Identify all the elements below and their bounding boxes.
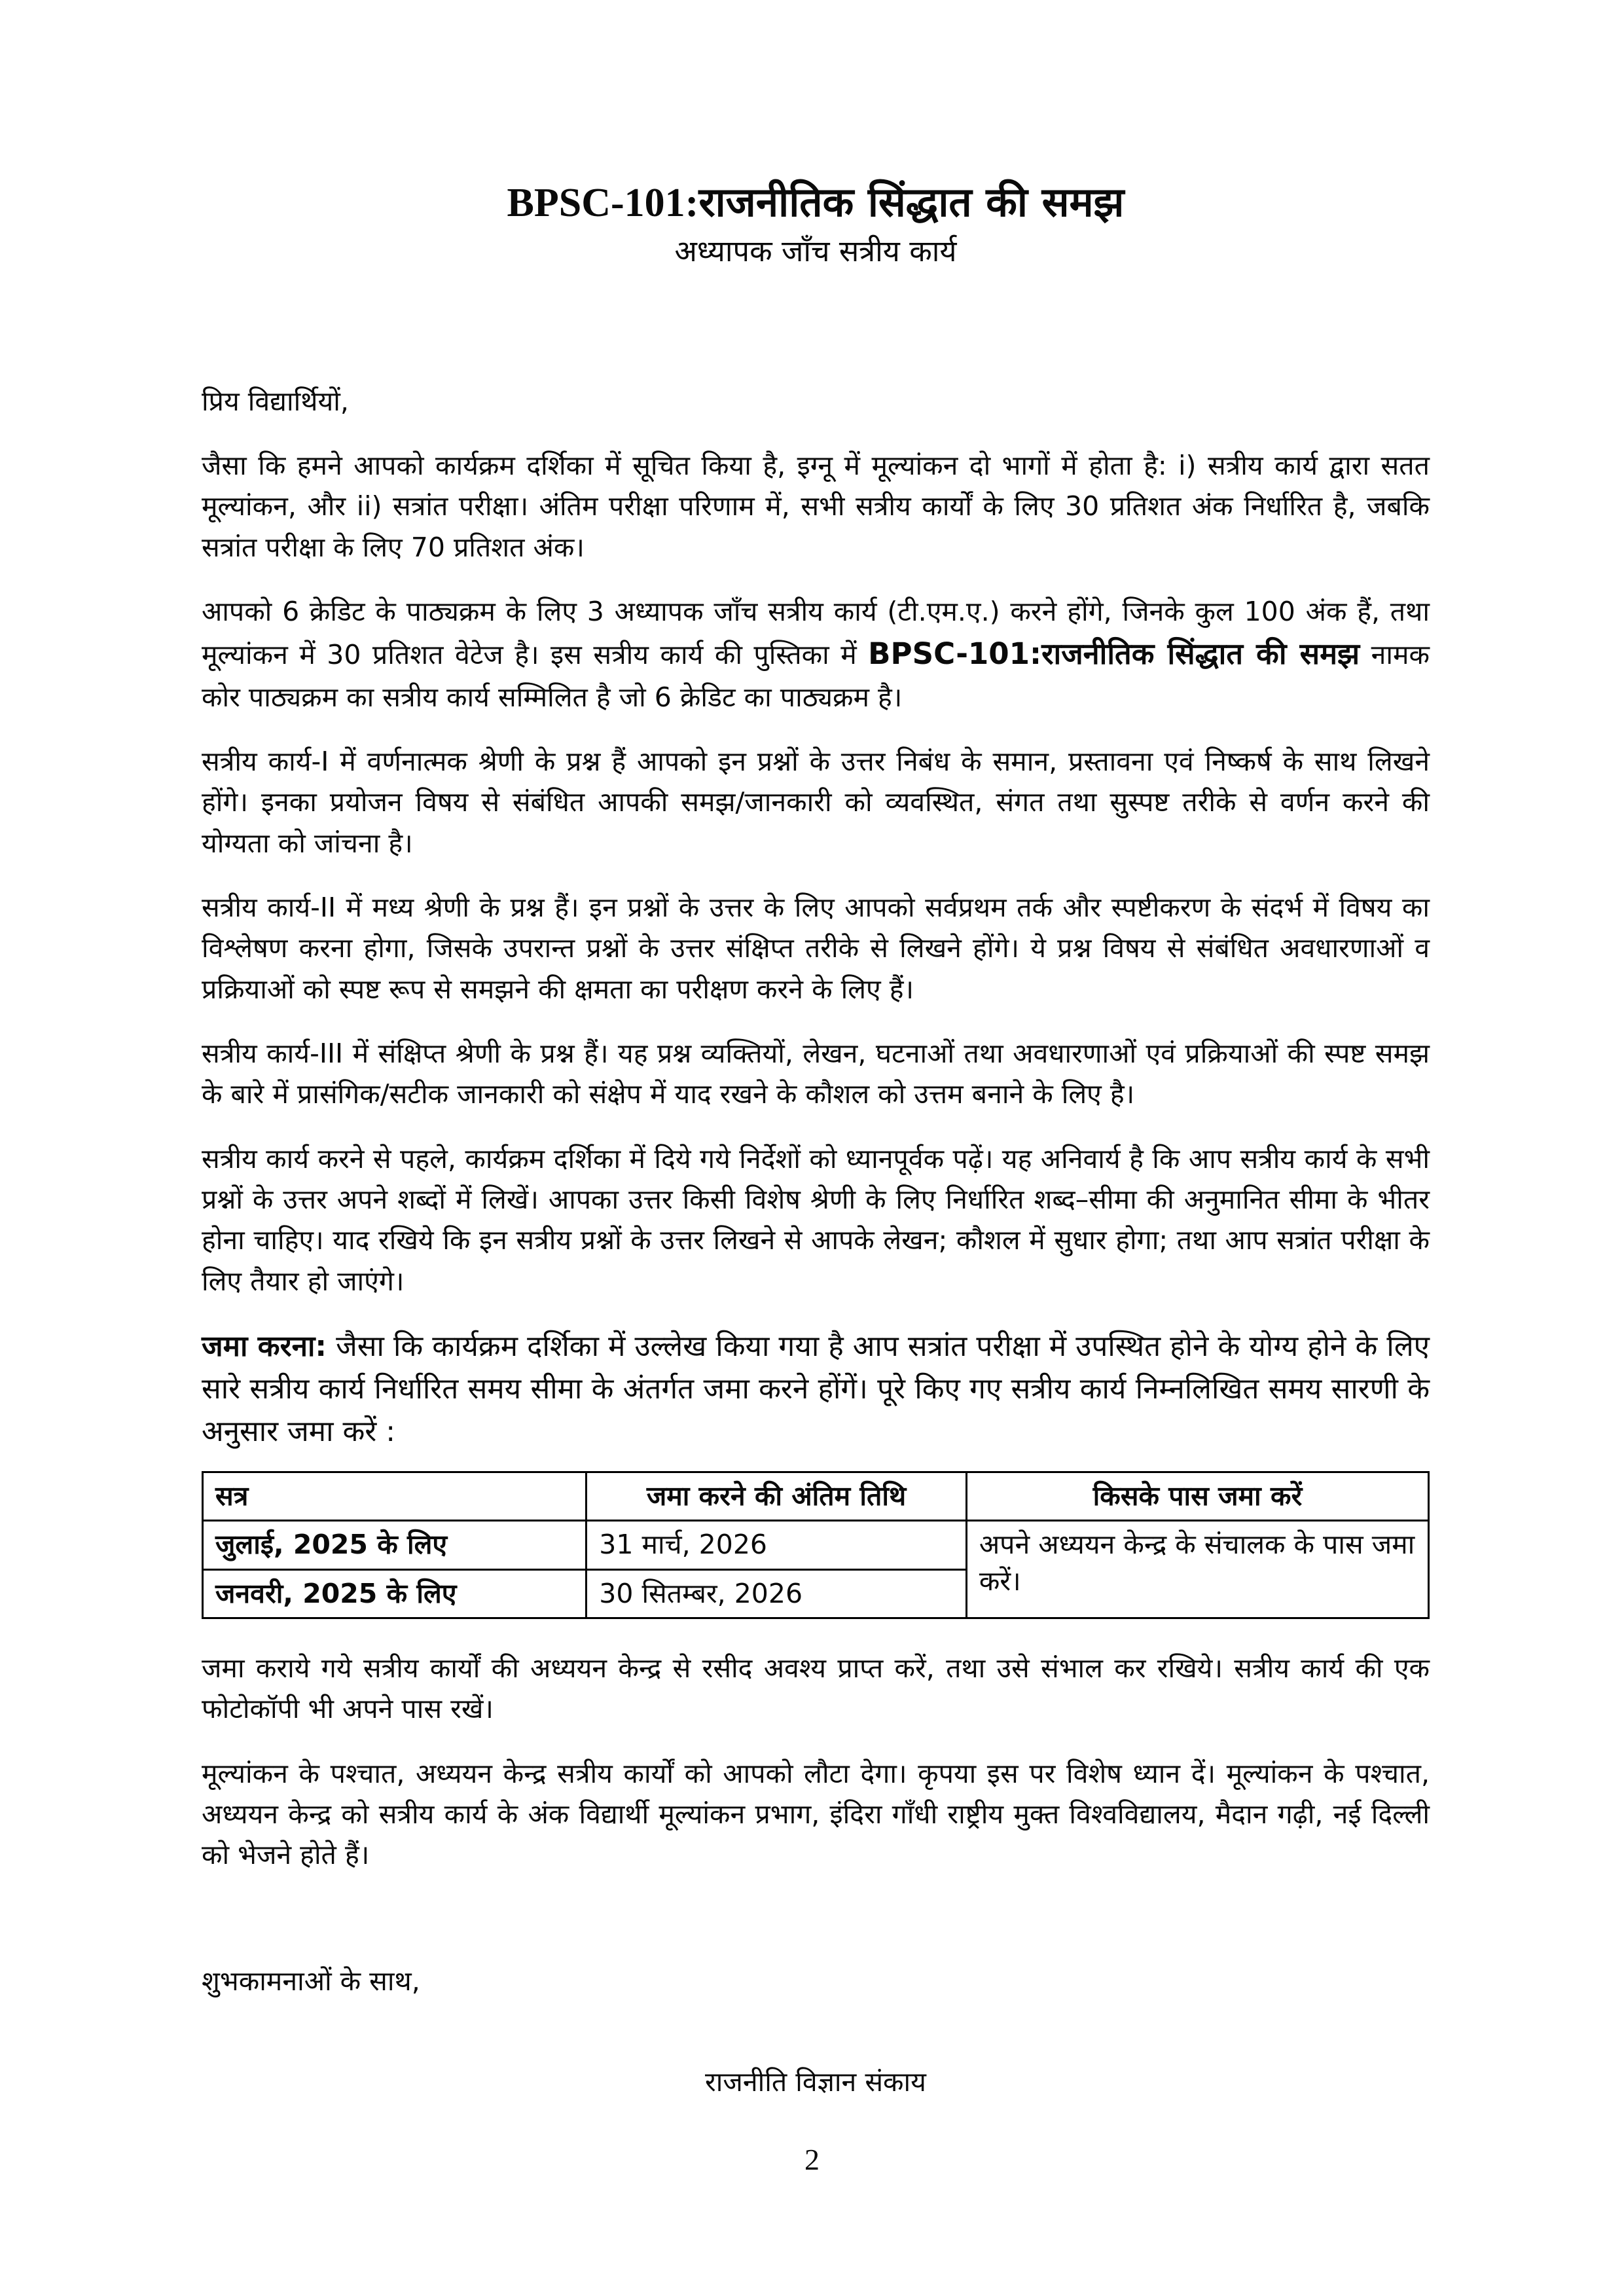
paragraph-submission [202,1325,1430,1453]
paragraph-course-info [202,591,1430,718]
course-title-hindi: राजनीतिक सिंद्धात की समझ [698,178,1125,226]
deadline-cell: 30 सितम्बर, 2026 [586,1569,967,1618]
letter-body [202,381,1430,2103]
table-header-session: सत्र [203,1472,586,1521]
deadline-cell: 31 मार्च, 2026 [586,1521,967,1569]
paragraph-assignment-2: सत्रीय कार्य-II में मध्य श्रेणी के प्रश्न हैं। इन प्रश्नों के उत्तर के लिए आपको सर्वप्रथम तर्क और स्पष्टीकरण के संदर्भ में विषय का विश्लेषण करना होगा, जिसके उपरान्त प्रश्नों के उत्तर संक्षिप्त तरीके से लिखने होंगे। ये प्रश्न विषय से संबंधित अवधारणाओं व प्रक्रियाओं को स्पष्ट रूप से समझने की क्षमता का परीक्षण करने के लिए हैं। [202,892,1430,1005]
page-number: 2 [804,2143,820,2176]
closing-signature: राजनीति विज्ञान संकाय [705,2066,926,2098]
table-header-deadline: जमा करने की अंतिम तिथि [586,1472,967,1521]
salutation: प्रिय विद्यार्थियों, [202,385,349,417]
paragraph-evaluation-scheme: जैसा कि हमने आपको कार्यक्रम दर्शिका में सूचित किया है, इग्नू में मूल्यांकन दो भागों में होता है: i) सत्रीय कार्य द्वारा सतत मूल्यांकन, और ii) सत्रांत परीक्षा। अंतिम परीक्षा परिणाम में, सभी सत्रीय कार्यों के लिए 30 प्रतिशत अंक निर्धारित है, जबकि सत्रांत परीक्षा के लिए 70 प्रतिशत अंक। [202,449,1430,563]
submission-label: जमा करना: [202,1329,327,1363]
closing-regards: शुभकामनाओं के साथ, [202,1965,420,1997]
course-info-before: आपको 6 क्रेडिट के पाठ्यक्रम के लिए 3 अध्यापक जाँच सत्रीय कार्य (टी.एम.ए.) करने होंगे, जिनके कुल 100 अंक हैं, तथा मूल्यांकन में 30 प्रतिशत वेटेज है। इस सत्रीय कार्य की पुस्तिका में [202,595,1430,671]
page-subtitle: अध्यापक जाँच सत्रीय कार्य [674,234,957,269]
course-code: BPSC-101: [507,181,699,225]
course-title-inline: BPSC-101:राजनीतिक सिंद्धात की समझ [868,636,1360,672]
session-cell: जुलाई, 2025 के लिए [203,1521,586,1569]
paragraph-assignment-1: सत्रीय कार्य-I में वर्णनात्मक श्रेणी के प्रश्न हैं आपको इन प्रश्नों के उत्तर निबंध के समान, प्रस्तावना एवं निष्कर्ष के साथ लिखने होंगे। इनका प्रयोजन विषय से संबंधित आपकी समझ/जानकारी को व्यवस्थित, संगत तथा सुस्पष्ट तरीके से वर्णन करने की योग्यता को जांचना है। [202,746,1430,859]
submission-schedule-table [202,1471,1430,1619]
table-header-row [203,1472,1429,1521]
table-header-submit-to: किसके पास जमा करें [966,1472,1428,1521]
paragraph-return: मूल्यांकन के पश्चात, अध्ययन केन्द्र सत्रीय कार्यों को आपको लौटा देगा। कृपया इस पर विशेष ध्यान दें। मूल्यांकन के पश्चात, अध्ययन केन्द्र को सत्रीय कार्य के अंक विद्यार्थी मूल्यांकन प्रभाग, इंदिरा गाँधी राष्ट्रीय मुक्त विश्वविद्यालय, मैदान गढ़ी, नई दिल्ली को भेजने होते हैं। [202,1757,1430,1871]
submit-to-cell: अपने अध्ययन केन्द्र के संचालक के पास जमा करें। [966,1521,1428,1618]
closing-block [202,1961,1430,2103]
submission-text: जैसा कि कार्यक्रम दर्शिका में उल्लेख किया गया है आप सत्रांत परीक्षा में उपस्थित होने के योग्य होने के लिए सारे सत्रीय कार्य निर्धारित समय सीमा के अंतर्गत जमा करने होंगें। पूरे किए गए सत्रीय कार्य निम्नलिखित समय सारणी के अनुसार जमा करें : [202,1329,1430,1449]
document-content [202,178,1430,2102]
course-info-after: नामक कोर पाठ्यक्रम का सत्रीय कार्य सम्मिलित है जो 6 क्रेडिट का पाठ्यक्रम है। [202,639,1430,713]
paragraph-receipt: जमा कराये गये सत्रीय कार्यों की अध्ययन केन्द्र से रसीद अवश्य प्राप्त करें, तथा उसे संभाल कर रखिये। सत्रीय कार्य की एक फोटोकॉपी भी अपने पास रखें। [202,1652,1430,1725]
page-title [202,178,1430,227]
paragraph-assignment-3: सत्रीय कार्य-III में संक्षिप्त श्रेणी के प्रश्न हैं। यह प्रश्न व्यक्तियों, लेखन, घटनाओं तथा अवधारणाओं एवं प्रक्रियाओं की स्पष्ट समझ के बारे में प्रासंगिक/सटीक जानकारी को संक्षेप में याद रखने के कौशल को उत्तम बनाने के लिए है। [202,1037,1430,1110]
paragraph-instructions: सत्रीय कार्य करने से पहले, कार्यक्रम दर्शिका में दिये गये निर्देशों को ध्यानपूर्वक पढ़ें। यह अनिवार्य है कि आप सत्रीय कार्य के सभी प्रश्नों के उत्तर अपने शब्दों में लिखें। आपका उत्तर किसी विशेष श्रेणी के लिए निर्धारित शब्द–सीमा की अनुमानित सीमा के भीतर होना चाहिए। याद रखिये कि इन सत्रीय प्रश्नों के उत्तर लिखने से आपके लेखन; कौशल में सुधार होगा; तथा आप सत्रांत परीक्षा के लिए तैयार हो जाएंगे। [202,1142,1430,1297]
table-row-july-session [203,1521,1429,1569]
session-cell: जनवरी, 2025 के लिए [203,1569,586,1618]
